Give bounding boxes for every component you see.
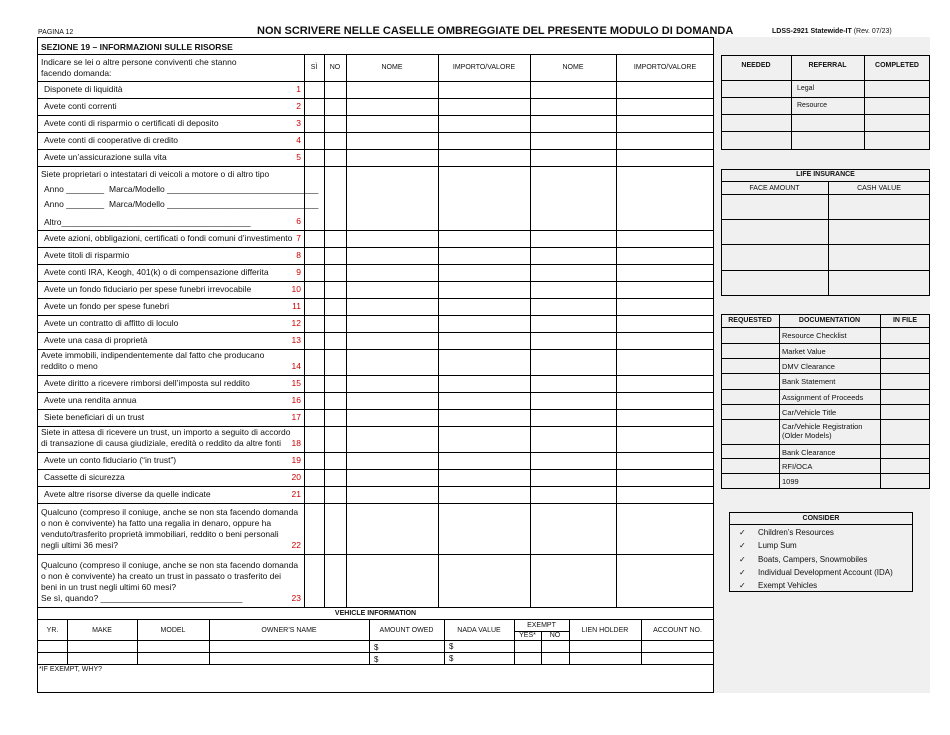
vehicle-info-title: VEHICLE INFORMATION xyxy=(334,610,417,617)
resource-row-amount2-field[interactable] xyxy=(616,98,714,115)
documentation-in-file-cell[interactable] xyxy=(880,358,930,373)
documentation-requested-cell[interactable] xyxy=(721,404,779,419)
documentation-item: RFI/OCA xyxy=(782,462,813,471)
resource-row-amount2-field[interactable] xyxy=(616,247,714,264)
vehicle-col-yr: YR. xyxy=(46,627,59,634)
resource-row-label: Avete conti di risparmio o certificati di deposito xyxy=(44,118,219,128)
resource-row-number: 20 xyxy=(291,472,301,482)
resource-row-amount2-field[interactable] xyxy=(616,132,714,149)
resource-row-amount-field[interactable] xyxy=(438,452,530,469)
resource-row-name-field[interactable] xyxy=(346,554,438,607)
resource-row-number: 21 xyxy=(291,489,301,499)
resource-row-name2-field[interactable] xyxy=(530,98,616,115)
resource-row-no-cell[interactable] xyxy=(324,230,346,247)
check-icon: ✓ xyxy=(739,528,746,537)
resource-row-amount-field[interactable] xyxy=(438,426,530,452)
resource-row-name2-field[interactable] xyxy=(530,554,616,607)
resource-row-name-field[interactable] xyxy=(346,452,438,469)
form-id: LDSS-2921 Statewide-IT (Rev. 07/23) xyxy=(772,28,892,35)
documentation-item: 1099 xyxy=(782,477,799,486)
vehicle-col-owner: OWNER’S NAME xyxy=(261,627,317,634)
resource-row-name-field[interactable] xyxy=(346,132,438,149)
resource-row-yes-cell[interactable] xyxy=(304,247,324,264)
resource-row-label: Avete immobili, indipendentemente dal fatto che producano reddito o meno xyxy=(41,350,265,371)
resource-row-amount2-field[interactable] xyxy=(616,409,714,426)
resource-row-name-field[interactable] xyxy=(346,230,438,247)
resource-row-amount-field[interactable] xyxy=(438,375,530,392)
documentation-in-file-cell[interactable] xyxy=(880,343,930,358)
resource-row-yes-cell[interactable] xyxy=(304,332,324,349)
vehicle-col-account: ACCOUNT NO. xyxy=(653,627,702,634)
resource-row-amount2-field[interactable] xyxy=(616,264,714,281)
resource-row-label: Avete azioni, obbligazioni, certificati o fondi comuni d’investimento xyxy=(44,233,293,243)
resource-row-name2-field[interactable] xyxy=(530,486,616,503)
resource-row-label: Disponete di liquidità xyxy=(44,84,123,94)
resource-row-label: Cassette di sicurezza xyxy=(44,472,125,482)
resource-row-number: 22 xyxy=(291,540,301,550)
resource-row-amount-field[interactable] xyxy=(438,349,530,375)
resource-row-no-cell[interactable] xyxy=(324,315,346,332)
vehicle-col-owed: AMOUNT OWED xyxy=(379,627,434,634)
resource-row-name-field[interactable] xyxy=(346,281,438,298)
documentation-item: Market Value xyxy=(782,347,826,356)
resource-row-no-cell[interactable] xyxy=(324,298,346,315)
documentation-requested-cell[interactable] xyxy=(721,458,779,473)
resource-row-name-field[interactable] xyxy=(346,469,438,486)
resource-row-amount2-field[interactable] xyxy=(616,469,714,486)
section-title: SEZIONE 19 – INFORMAZIONI SULLE RISORSE xyxy=(41,42,233,52)
documentation-in-file-cell[interactable] xyxy=(880,327,930,343)
check-icon: ✓ xyxy=(739,554,746,564)
resource-row-label: Avete un fondo fiduciario per spese funebri irrevocabile xyxy=(44,284,252,294)
col-name-header: NOME xyxy=(381,64,403,71)
resource-row-name2-field[interactable] xyxy=(530,503,616,554)
resource-row-name2-field[interactable] xyxy=(530,375,616,392)
col-no-header: NO xyxy=(329,64,341,71)
resource-row-no-cell[interactable] xyxy=(324,452,346,469)
col-yes-header: SÌ xyxy=(310,64,318,71)
resource-row-amount2-field[interactable] xyxy=(616,426,714,452)
documentation-item: Bank Statement xyxy=(782,377,836,386)
resource-row-name-field[interactable] xyxy=(346,315,438,332)
vehicle-col-lien: LIEN HOLDER xyxy=(581,627,629,634)
documentation-item: DMV Clearance xyxy=(782,362,835,371)
resource-row-yes-cell[interactable] xyxy=(304,281,324,298)
resource-row-amount2-field[interactable] xyxy=(616,332,714,349)
resource-row-name2-field[interactable] xyxy=(530,349,616,375)
resource-row-no-cell[interactable] xyxy=(324,392,346,409)
page-number: PAGINA 12 xyxy=(38,29,74,36)
referral-header: REFERRAL xyxy=(808,62,847,69)
resource-row-name-field[interactable] xyxy=(346,392,438,409)
resource-row-name-field[interactable] xyxy=(346,149,438,166)
resource-row-yes-cell[interactable] xyxy=(304,392,324,409)
resource-row-amount2-field[interactable] xyxy=(616,375,714,392)
resource-row-amount2-field[interactable] xyxy=(616,486,714,503)
documentation-in-file-cell[interactable] xyxy=(880,373,930,389)
consider-item: ✓ Lump Sum xyxy=(739,541,797,551)
resource-row-name-field[interactable] xyxy=(346,166,438,230)
cash-value-header: CASH VALUE xyxy=(857,185,901,192)
documentation-requested-cell[interactable] xyxy=(721,473,779,489)
nada-dollar-1[interactable]: $ xyxy=(449,642,454,651)
resource-row-number: 17 xyxy=(291,412,301,422)
resource-row-yes-cell[interactable] xyxy=(304,230,324,247)
resource-row-number: 3 xyxy=(296,118,301,128)
resource-row-no-cell[interactable] xyxy=(324,503,346,554)
resource-row-label: Avete conti IRA, Keogh, 401(k) o di compensazione differita xyxy=(44,267,269,277)
in-file-header: IN FILE xyxy=(892,317,918,324)
resource-row-yes-cell[interactable] xyxy=(304,81,324,98)
vehicle-col-make: MAKE xyxy=(92,627,112,634)
resource-row-amount-field[interactable] xyxy=(438,264,530,281)
vehicle-make-line-1: Marca/Modello ________________________________ xyxy=(109,184,319,194)
vehicle-year-line-2: Anno ________ xyxy=(44,199,105,209)
vehicle-col-exempt: EXEMPT xyxy=(527,622,556,629)
resource-row-label: Siete proprietari o intestatari di veicoli a motore o di altro tipo xyxy=(41,169,270,179)
resource-row-name2-field[interactable] xyxy=(530,332,616,349)
amount-owed-dollar-1[interactable]: $ xyxy=(374,643,379,652)
resource-row-amount-field[interactable] xyxy=(438,230,530,247)
resource-row-name-field[interactable] xyxy=(346,247,438,264)
resource-row-name2-field[interactable] xyxy=(530,409,616,426)
resource-row-no-cell[interactable] xyxy=(324,375,346,392)
resource-row-amount-field[interactable] xyxy=(438,409,530,426)
documentation-requested-cell[interactable] xyxy=(721,327,779,343)
consider-item: ✓ Exempt Vehicles xyxy=(739,581,818,591)
consider-item: ✓ Children’s Resources xyxy=(739,528,834,537)
resource-row-number: 18 xyxy=(291,438,301,448)
resource-row-name-field[interactable] xyxy=(346,98,438,115)
resource-row-number: 11 xyxy=(292,301,301,311)
resource-row-yes-cell[interactable] xyxy=(304,426,324,452)
resource-row-no-cell[interactable] xyxy=(324,409,346,426)
resource-row-no-cell[interactable] xyxy=(324,81,346,98)
documentation-in-file-cell[interactable] xyxy=(880,473,930,489)
consider-title: CONSIDER xyxy=(802,515,840,522)
resource-row-number: 19 xyxy=(291,455,301,465)
resource-row-number: 13 xyxy=(291,335,301,345)
referral-legal: Legal xyxy=(797,85,815,92)
resource-row-name-field[interactable] xyxy=(346,503,438,554)
documentation-header: DOCUMENTATION xyxy=(798,317,861,324)
resource-row-number: 7 xyxy=(296,233,301,243)
vehicle-make-line-2: Marca/Modello ________________________________ xyxy=(109,199,319,209)
resource-row-amount2-field[interactable] xyxy=(616,281,714,298)
resource-row-name-field[interactable] xyxy=(346,426,438,452)
resource-row-yes-cell[interactable] xyxy=(304,98,324,115)
resource-row-label: Avete una rendita annua xyxy=(44,395,137,405)
resource-row-number: 14 xyxy=(291,361,301,371)
documentation-requested-cell[interactable] xyxy=(721,419,779,444)
vehicle-col-nada: NADA VALUE xyxy=(457,627,501,634)
resource-row-label: Avete diritto a ricevere rimborsi dell’imposta sul reddito xyxy=(44,378,250,388)
resource-row-number: 23 xyxy=(291,593,301,603)
check-icon: ✓ xyxy=(739,581,746,591)
resource-row-number: 9 xyxy=(296,267,301,277)
resource-row-no-cell[interactable] xyxy=(324,115,346,132)
section-intro: Indicare se lei o altre persone conviventi che stanno facendo domanda: xyxy=(41,57,237,78)
consider-item: ✓ Boats, Campers, Snowmobiles xyxy=(739,554,868,564)
resource-row-number: 6 xyxy=(296,216,301,226)
resource-row-number: 8 xyxy=(296,250,301,260)
resource-row-name2-field[interactable] xyxy=(530,149,616,166)
resource-row-name2-field[interactable] xyxy=(530,392,616,409)
resource-row-label: Avete altre risorse diverse da quelle indicate xyxy=(44,489,211,499)
resource-row-number: 12 xyxy=(291,318,301,328)
resource-row-number: 10 xyxy=(291,284,301,294)
needed-header: NEEDED xyxy=(741,62,771,69)
requested-header: REQUESTED xyxy=(728,317,772,324)
resource-row-amount-field[interactable] xyxy=(438,281,530,298)
resource-row-number: 1 xyxy=(296,84,301,94)
resource-row-name-field[interactable] xyxy=(346,409,438,426)
resource-row-no-cell[interactable] xyxy=(324,166,346,230)
resource-row-name-field[interactable] xyxy=(346,375,438,392)
resource-row-amount-field[interactable] xyxy=(438,115,530,132)
resource-row-yes-cell[interactable] xyxy=(304,409,324,426)
documentation-in-file-cell[interactable] xyxy=(880,458,930,473)
resource-row-label: Siete in attesa di ricevere un trust, un importo a seguito di accordo di transazione di causa giudiziale, eredità o reddito da altre fonti xyxy=(41,427,291,448)
resource-row-amount2-field[interactable] xyxy=(616,503,714,554)
resource-row-label: Siete beneficiari di un trust xyxy=(44,412,145,422)
resource-row-yes-cell[interactable] xyxy=(304,149,324,166)
col-name2-header: NOME xyxy=(562,64,584,71)
resource-row-amount-field[interactable] xyxy=(438,98,530,115)
resource-row-amount2-field[interactable] xyxy=(616,81,714,98)
resource-row-no-cell[interactable] xyxy=(324,281,346,298)
resource-row-name2-field[interactable] xyxy=(530,166,616,230)
resource-row-name2-field[interactable] xyxy=(530,452,616,469)
resource-row-no-cell[interactable] xyxy=(324,264,346,281)
documentation-requested-cell[interactable] xyxy=(721,343,779,358)
resource-row-yes-cell[interactable] xyxy=(304,115,324,132)
documentation-item: Car/Vehicle Title xyxy=(782,408,837,417)
resource-row-amount-field[interactable] xyxy=(438,315,530,332)
resource-row-number: 16 xyxy=(291,395,301,405)
resource-row-amount-field[interactable] xyxy=(438,486,530,503)
resource-row-label: Avete un fondo per spese funebri xyxy=(44,301,170,311)
resource-row-label: Avete un contratto di affitto di loculo xyxy=(44,318,179,328)
resource-row-label: Avete conti di cooperative di credito xyxy=(44,135,179,145)
resource-row-name-field[interactable] xyxy=(346,115,438,132)
resource-row-amount2-field[interactable] xyxy=(616,298,714,315)
documentation-item: Assignment of Proceeds xyxy=(782,393,864,402)
exempt-footnote: *IF EXEMPT, WHY? xyxy=(39,666,103,673)
resource-row-yes-cell[interactable] xyxy=(304,486,324,503)
amount-owed-dollar-2[interactable]: $ xyxy=(374,655,379,664)
resource-row-no-cell[interactable] xyxy=(324,469,346,486)
resource-row-yes-cell[interactable] xyxy=(304,554,324,607)
vehicle-col-exempt-no: NO xyxy=(549,632,561,639)
resource-row-no-cell[interactable] xyxy=(324,554,346,607)
documentation-in-file-cell[interactable] xyxy=(880,389,930,404)
resource-row-name2-field[interactable] xyxy=(530,315,616,332)
resource-row-amount2-field[interactable] xyxy=(616,349,714,375)
resource-row-no-cell[interactable] xyxy=(324,132,346,149)
resource-row-yes-cell[interactable] xyxy=(304,469,324,486)
documentation-item: Bank Clearance xyxy=(782,448,836,457)
nada-dollar-2[interactable]: $ xyxy=(449,654,454,663)
resource-row-amount2-field[interactable] xyxy=(616,166,714,230)
referral-resource: Resource xyxy=(797,102,827,109)
resource-row-no-cell[interactable] xyxy=(324,247,346,264)
resource-row-name-field[interactable] xyxy=(346,332,438,349)
resource-row-amount-field[interactable] xyxy=(438,132,530,149)
check-icon: ✓ xyxy=(739,567,746,577)
documentation-item: Resource Checklist xyxy=(782,331,847,340)
resource-row-amount2-field[interactable] xyxy=(616,554,714,607)
resource-row-amount2-field[interactable] xyxy=(616,115,714,132)
documentation-requested-cell[interactable] xyxy=(721,389,779,404)
resource-row-label: Avete un conto fiduciario (“in trust”) xyxy=(44,455,177,465)
resource-row-name2-field[interactable] xyxy=(530,264,616,281)
documentation-requested-cell[interactable] xyxy=(721,373,779,389)
face-amount-header: FACE AMOUNT xyxy=(749,185,800,192)
resource-row-amount-field[interactable] xyxy=(438,298,530,315)
resource-row-amount2-field[interactable] xyxy=(616,230,714,247)
resource-row-name2-field[interactable] xyxy=(530,469,616,486)
resource-row-no-cell[interactable] xyxy=(324,149,346,166)
resource-row-name-field[interactable] xyxy=(346,298,438,315)
resource-row-amount-field[interactable] xyxy=(438,554,530,607)
resource-row-label: Avete un’assicurazione sulla vita xyxy=(44,152,167,162)
resource-row-number: 15 xyxy=(291,378,301,388)
resource-row-number: 5 xyxy=(296,152,301,162)
col-amount-header: IMPORTO/VALORE xyxy=(452,64,516,71)
resource-row-label: Avete conti correnti xyxy=(44,101,117,111)
resource-row-yes-cell[interactable] xyxy=(304,503,324,554)
resource-row-amount-field[interactable] xyxy=(438,81,530,98)
resource-row-no-cell[interactable] xyxy=(324,486,346,503)
resource-row-name-field[interactable] xyxy=(346,81,438,98)
resource-row-amount-field[interactable] xyxy=(438,332,530,349)
vehicle-col-exempt-yes: YES* xyxy=(519,632,536,639)
resource-row-name2-field[interactable] xyxy=(530,298,616,315)
completed-header: COMPLETED xyxy=(875,62,919,69)
documentation-requested-cell[interactable] xyxy=(721,358,779,373)
resource-row-name2-field[interactable] xyxy=(530,115,616,132)
life-insurance-title: LIFE INSURANCE xyxy=(796,171,855,178)
resource-row-yes-cell[interactable] xyxy=(304,298,324,315)
check-icon: ✓ xyxy=(739,541,746,551)
resource-row-label: Avete una casa di proprietà xyxy=(44,335,148,345)
resource-row-amount-field[interactable] xyxy=(438,503,530,554)
resource-row-amount-field[interactable] xyxy=(438,149,530,166)
resource-row-amount2-field[interactable] xyxy=(616,315,714,332)
resource-row-no-cell[interactable] xyxy=(324,332,346,349)
vehicle-col-model: MODEL xyxy=(160,627,186,634)
resource-row-no-cell[interactable] xyxy=(324,98,346,115)
documentation-in-file-cell[interactable] xyxy=(880,419,930,444)
resource-row-yes-cell[interactable] xyxy=(304,349,324,375)
resource-row-yes-cell[interactable] xyxy=(304,166,324,230)
resource-row-amount-field[interactable] xyxy=(438,247,530,264)
resource-row-number: 2 xyxy=(296,101,301,111)
resource-row-name2-field[interactable] xyxy=(530,81,616,98)
resource-row-label: Qualcuno (compreso il coniuge, anche se non sta facendo domanda o non è convivente) ha creato un trust in passato o trasferito dei beni in un trust negli ultimi 60 mesi? Se sì, quando? ______________________________ xyxy=(41,560,299,603)
resource-row-name2-field[interactable] xyxy=(530,132,616,149)
resource-row-name-field[interactable] xyxy=(346,349,438,375)
resource-row-amount-field[interactable] xyxy=(438,469,530,486)
documentation-in-file-cell[interactable] xyxy=(880,404,930,419)
documentation-item: Car/Vehicle Registration (Older Models) xyxy=(782,422,863,440)
resource-row-label: Qualcuno (compreso il coniuge, anche se non sta facendo domanda o non è convivente) ha fatto una regalia in denaro, oppure ha venduto/trasferito proprietà immobiliari, reddito o beni personali negli ultimi 36 mesi? xyxy=(41,507,299,550)
col-amount2-header: IMPORTO/VALORE xyxy=(633,64,697,71)
resource-row-no-cell[interactable] xyxy=(324,349,346,375)
resource-row-amount-field[interactable] xyxy=(438,166,530,230)
resource-row-name2-field[interactable] xyxy=(530,281,616,298)
documentation-in-file-cell[interactable] xyxy=(880,444,930,458)
resource-row-yes-cell[interactable] xyxy=(304,132,324,149)
resource-row-yes-cell[interactable] xyxy=(304,452,324,469)
resource-row-amount2-field[interactable] xyxy=(616,149,714,166)
resource-row-name-field[interactable] xyxy=(346,486,438,503)
documentation-requested-cell[interactable] xyxy=(721,444,779,458)
resource-row-no-cell[interactable] xyxy=(324,426,346,452)
resource-row-number: 4 xyxy=(296,135,301,145)
resource-row-amount2-field[interactable] xyxy=(616,452,714,469)
resource-row-name-field[interactable] xyxy=(346,264,438,281)
resource-row-amount-field[interactable] xyxy=(438,392,530,409)
resource-row-amount2-field[interactable] xyxy=(616,392,714,409)
resource-row-yes-cell[interactable] xyxy=(304,315,324,332)
vehicle-other-line: Altro________________________________________ xyxy=(44,217,251,227)
resource-row-name2-field[interactable] xyxy=(530,426,616,452)
resource-row-name2-field[interactable] xyxy=(530,247,616,264)
page-title: NON SCRIVERE NELLE CASELLE OMBREGGIATE DEL PRESENTE MODULO DI DOMANDA xyxy=(257,25,734,37)
consider-item: ✓ Individual Development Account (IDA) xyxy=(739,567,893,577)
resource-row-label: Avete titoli di risparmio xyxy=(44,250,130,260)
resource-row-yes-cell[interactable] xyxy=(304,375,324,392)
resource-row-yes-cell[interactable] xyxy=(304,264,324,281)
vehicle-year-line-1: Anno ________ xyxy=(44,184,105,194)
resource-row-name2-field[interactable] xyxy=(530,230,616,247)
